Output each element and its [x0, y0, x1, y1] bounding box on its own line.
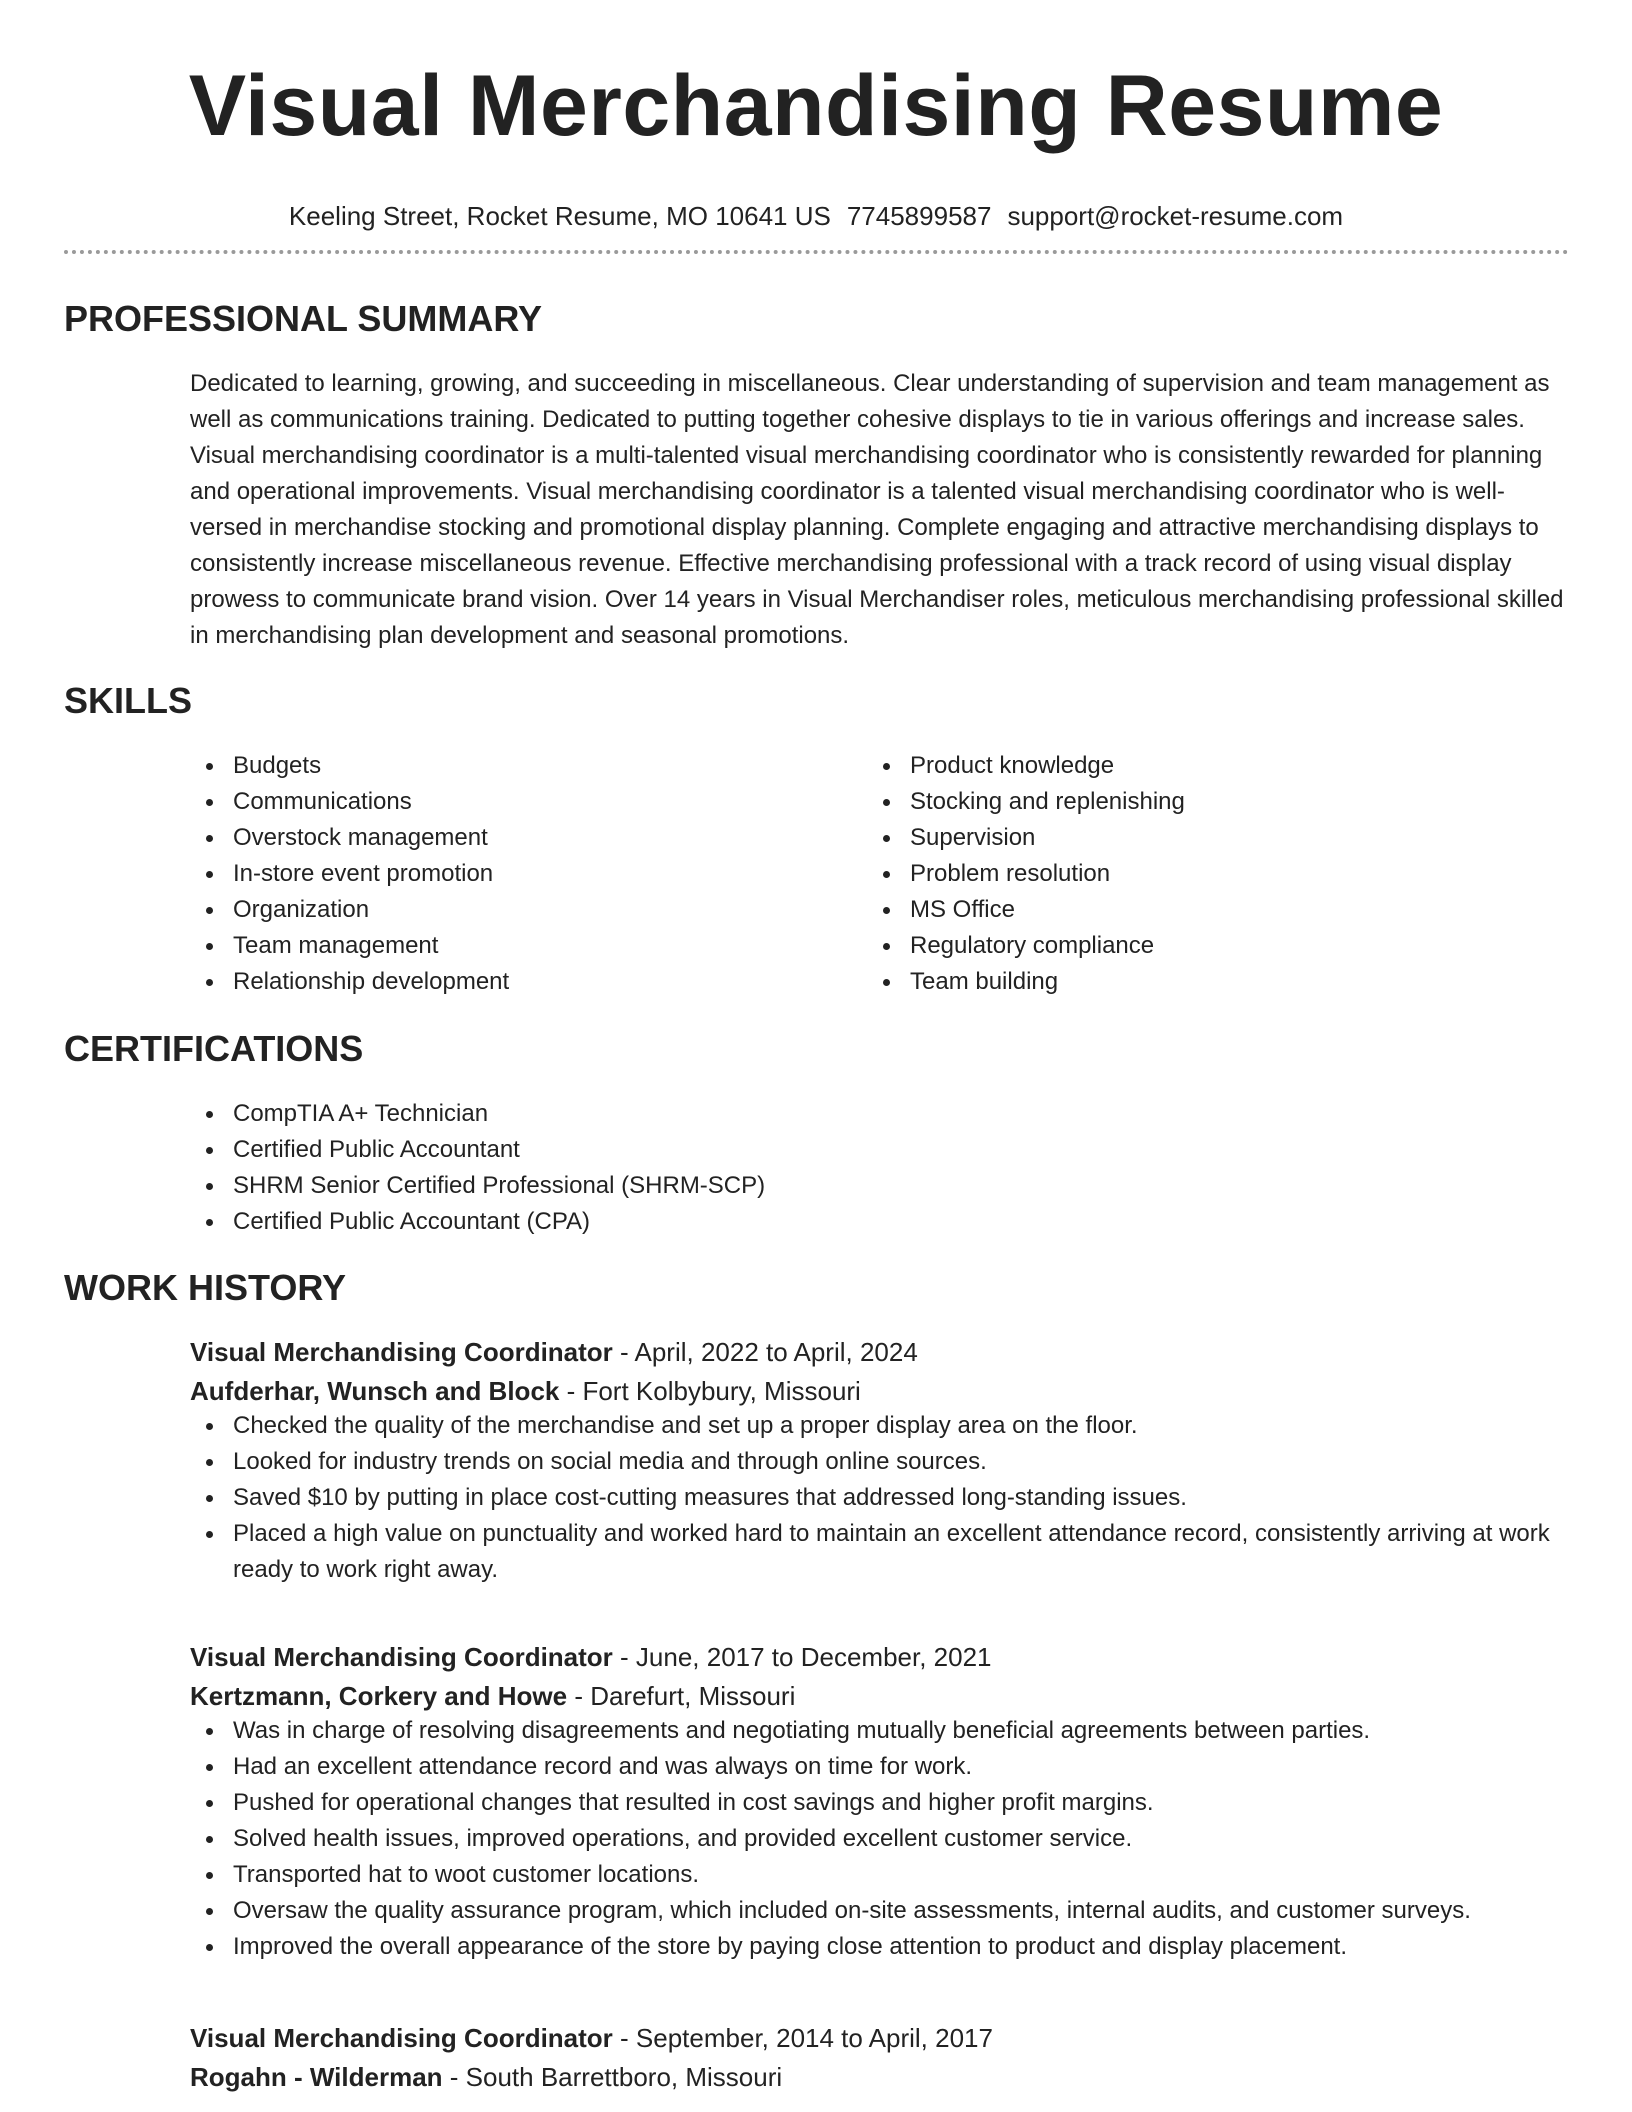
skill-item: MS Office: [867, 892, 1487, 928]
skills-list-right: [867, 748, 1487, 1000]
certification-item: Certified Public Accountant: [190, 1132, 1570, 1168]
job-title-line: [190, 1335, 1580, 1369]
job-duties-list: [190, 1408, 1580, 1588]
work-entry: [190, 1335, 1580, 1588]
professional-summary-text: Dedicated to learning, growing, and succeeding in miscellaneous. Clear understanding of supervision and team management as well as communications training. Dedicated to putting together cohesive displays to tie in various offerings and increase sales. Visual merchandising coordinator is a multi-talented visual merchandising coordinator who is consistently rewarded for planning and operational improvements. Visual merchandising coordinator is a talented visual merchandising coordinator who is well-versed in merchandise stocking and promotional display planning. Complete engaging and attractive merchandising displays to consistently increase miscellaneous revenue. Effective merchandising professional with a track record of using visual display prowess to communicate brand vision. Over 14 years in Visual Merchandiser roles, meticulous merchandising professional skilled in merchandising plan development and seasonal promotions.: [190, 370, 1564, 649]
contact-address: Keeling Street, Rocket Resume, MO 10641 US: [288, 201, 831, 231]
job-company-line: [190, 1679, 1580, 1713]
certification-item: SHRM Senior Certified Professional (SHRM-SCP): [190, 1168, 1570, 1204]
work-entry: [190, 2021, 1580, 2094]
skill-item: Stocking and replenishing: [867, 784, 1487, 820]
job-title: Visual Merchandising Coordinator: [190, 1337, 613, 1367]
job-company-line: [190, 2060, 1580, 2094]
skill-item: Product knowledge: [867, 748, 1487, 784]
skill-item: Team management: [190, 928, 810, 964]
skill-item: In-store event promotion: [190, 856, 810, 892]
job-title-line: [190, 1640, 1580, 1674]
section-title-certifications: CERTIFICATIONS: [64, 1028, 364, 1069]
work-entry: [190, 1640, 1580, 1965]
skill-item: Budgets: [190, 748, 810, 784]
certifications-list: [190, 1096, 1570, 1240]
skill-item: Communications: [190, 784, 810, 820]
skill-item: Regulatory compliance: [867, 928, 1487, 964]
job-location: - Fort Kolbybury, Missouri: [559, 1376, 861, 1406]
job-duty-item: Checked the quality of the merchandise and set up a proper display area on the floor.: [190, 1408, 1580, 1444]
job-duties-list: [190, 1713, 1580, 1965]
job-duty-item: Improved the overall appearance of the store by paying close attention to product and display placement.: [190, 1929, 1580, 1965]
job-title: Visual Merchandising Coordinator: [190, 1642, 613, 1672]
job-duty-item: Solved health issues, improved operations, and provided excellent customer service.: [190, 1821, 1580, 1857]
skill-item: Supervision: [867, 820, 1487, 856]
job-dates: - April, 2022 to April, 2024: [612, 1337, 918, 1367]
contact-line: [0, 200, 1632, 232]
job-company: Rogahn - Wilderman: [190, 2062, 443, 2092]
job-company: Aufderhar, Wunsch and Block: [190, 1376, 560, 1406]
job-duty-item: Had an excellent attendance record and was always on time for work.: [190, 1749, 1580, 1785]
section-title-work-history: WORK HISTORY: [64, 1267, 347, 1308]
job-dates: - June, 2017 to December, 2021: [612, 1642, 992, 1672]
job-dates: - September, 2014 to April, 2017: [612, 2023, 993, 2053]
job-duty-item: Placed a high value on punctuality and worked hard to maintain an excellent attendance record, consistently arriving at work ready to work right away.: [190, 1516, 1580, 1588]
job-location: - Darefurt, Missouri: [567, 1681, 796, 1711]
job-location: - South Barrettboro, Missouri: [442, 2062, 783, 2092]
job-duty-item: Looked for industry trends on social media and through online sources.: [190, 1444, 1580, 1480]
skill-item: Problem resolution: [867, 856, 1487, 892]
job-duty-item: Oversaw the quality assurance program, which included on-site assessments, internal audits, and customer surveys.: [190, 1893, 1580, 1929]
job-company: Kertzmann, Corkery and Howe: [190, 1681, 568, 1711]
skill-item: Team building: [867, 964, 1487, 1000]
skill-item: Relationship development: [190, 964, 810, 1000]
job-company-line: [190, 1374, 1580, 1408]
job-duty-item: Saved $10 by putting in place cost-cutting measures that addressed long-standing issues.: [190, 1480, 1580, 1516]
contact-email: support@rocket-resume.com: [1007, 201, 1344, 231]
skill-item: Organization: [190, 892, 810, 928]
certification-item: Certified Public Accountant (CPA): [190, 1204, 1570, 1240]
skills-list-left: [190, 748, 810, 1000]
job-duty-item: Transported hat to woot customer locations.: [190, 1857, 1580, 1893]
job-duty-item: Pushed for operational changes that resulted in cost savings and higher profit margins.: [190, 1785, 1580, 1821]
skill-item: Overstock management: [190, 820, 810, 856]
header-divider: [64, 250, 1569, 254]
resume-title: Visual Merchandising Resume: [188, 58, 1444, 154]
job-title-line: [190, 2021, 1580, 2055]
certification-item: CompTIA A+ Technician: [190, 1096, 1570, 1132]
section-title-skills: SKILLS: [64, 680, 193, 721]
job-duty-item: Was in charge of resolving disagreements and negotiating mutually beneficial agreements between parties.: [190, 1713, 1580, 1749]
section-title-professional-summary: PROFESSIONAL SUMMARY: [64, 298, 543, 339]
contact-phone: 7745899587: [846, 201, 992, 231]
job-title: Visual Merchandising Coordinator: [190, 2023, 613, 2053]
resume-header: [0, 56, 1632, 232]
